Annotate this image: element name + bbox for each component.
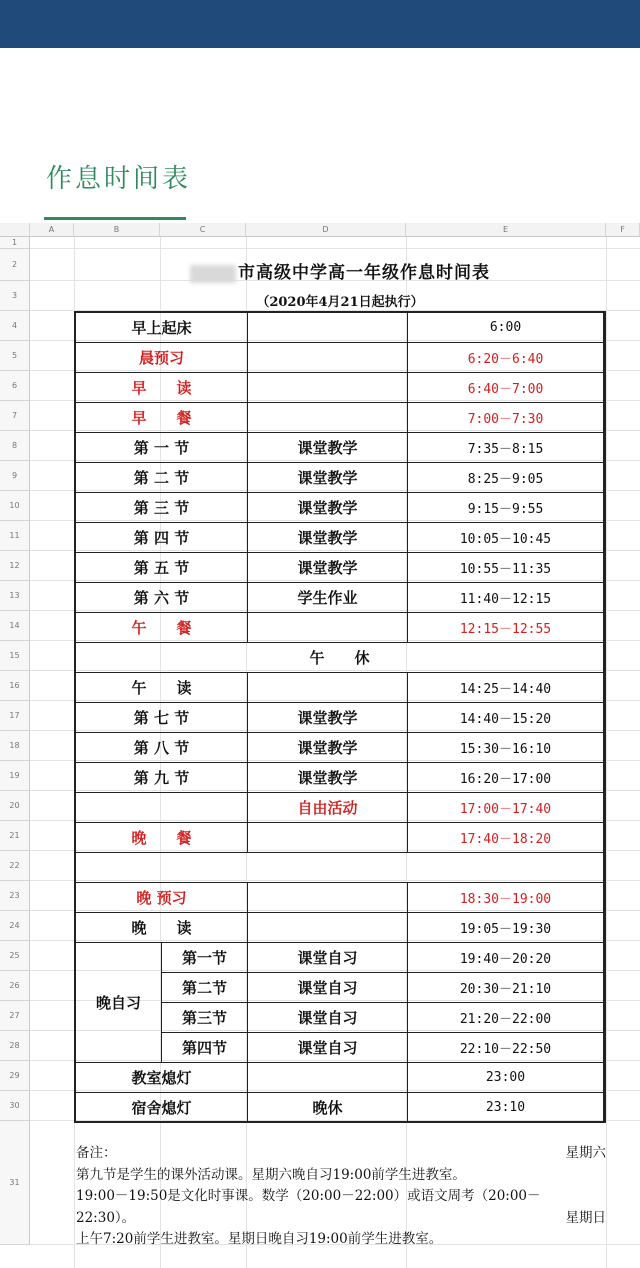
activity-cell[interactable]: 晚休: [248, 1093, 408, 1123]
period-name-cell[interactable]: 第 一 节: [76, 433, 248, 463]
activity-cell[interactable]: [248, 403, 408, 433]
row-header[interactable]: 2: [0, 249, 30, 281]
period-name-cell[interactable]: 午 餐: [76, 613, 248, 643]
activity-cell[interactable]: [248, 343, 408, 373]
activity-cell[interactable]: 学生作业: [248, 583, 408, 613]
time-cell[interactable]: 9:15－9:55: [408, 493, 604, 523]
row-header[interactable]: 10: [0, 491, 30, 521]
period-name-cell[interactable]: 晨预习: [76, 343, 248, 373]
activity-cell[interactable]: [248, 673, 408, 703]
period-name-cell[interactable]: 午 读: [76, 673, 248, 703]
notes-line: 22:30）。: [76, 1209, 136, 1226]
merged-row-cell[interactable]: 午 休: [76, 643, 604, 673]
period-name-cell[interactable]: 第 六 节: [76, 583, 248, 613]
sheet-subtitle: （2020年4月21日起执行）: [256, 295, 424, 310]
row-header[interactable]: 25: [0, 941, 30, 971]
period-name-cell[interactable]: 第 五 节: [76, 553, 248, 583]
time-cell[interactable]: 23:10: [408, 1093, 604, 1123]
evening-period-cell[interactable]: 第二节: [162, 973, 248, 1003]
activity-cell[interactable]: 课堂教学: [248, 733, 408, 763]
page-title: 作息时间表: [46, 164, 192, 194]
notes-block: [76, 1143, 606, 1251]
notes-line: 第九节是学生的课外活动课。星期六晚自习19:00前学生进教室。: [76, 1166, 466, 1183]
activity-cell[interactable]: 自由活动: [248, 793, 408, 823]
row-header[interactable]: 1: [0, 237, 30, 249]
period-name-cell[interactable]: 宿舍熄灯: [76, 1093, 248, 1123]
time-cell[interactable]: 6:40－7:00: [408, 373, 604, 403]
period-name-cell[interactable]: 晚 读: [76, 913, 248, 943]
activity-cell[interactable]: 课堂教学: [248, 703, 408, 733]
row-header[interactable]: 21: [0, 821, 30, 851]
row-header[interactable]: 7: [0, 401, 30, 431]
activity-cell[interactable]: [248, 613, 408, 643]
notes-line: 上午7:20前学生进教室。星期日晚自习19:00前学生进教室。: [76, 1231, 443, 1247]
row-header[interactable]: 14: [0, 611, 30, 641]
row-header[interactable]: 11: [0, 521, 30, 551]
period-name-cell[interactable]: 晚 预习: [76, 883, 248, 913]
time-cell[interactable]: 17:00－17:40: [408, 793, 604, 823]
row-header[interactable]: 18: [0, 731, 30, 761]
row-header[interactable]: 16: [0, 671, 30, 701]
period-name-cell[interactable]: 早上起床: [76, 313, 248, 343]
time-cell[interactable]: 19:40－20:20: [408, 943, 604, 973]
row-header[interactable]: 12: [0, 551, 30, 581]
row-header[interactable]: 27: [0, 1001, 30, 1031]
activity-cell[interactable]: 课堂教学: [248, 553, 408, 583]
time-cell[interactable]: 23:00: [408, 1063, 604, 1093]
gridline: [30, 248, 640, 249]
column-header[interactable]: A: [30, 223, 74, 237]
period-name-cell[interactable]: 教室熄灯: [76, 1063, 248, 1093]
row-header[interactable]: 26: [0, 971, 30, 1001]
time-cell[interactable]: 17:40－18:20: [408, 823, 604, 853]
time-cell[interactable]: 10:55－11:35: [408, 553, 604, 583]
period-name-cell[interactable]: 第 三 节: [76, 493, 248, 523]
column-header[interactable]: F: [606, 223, 640, 237]
column-header[interactable]: C: [160, 223, 246, 237]
time-cell[interactable]: 21:20－22:00: [408, 1003, 604, 1033]
evening-period-cell[interactable]: 第三节: [162, 1003, 248, 1033]
row-header[interactable]: 9: [0, 461, 30, 491]
row-header[interactable]: 22: [0, 851, 30, 881]
activity-cell[interactable]: 课堂教学: [248, 763, 408, 793]
row-header[interactable]: 20: [0, 791, 30, 821]
time-cell[interactable]: 22:10－22:50: [408, 1033, 604, 1063]
evening-period-cell[interactable]: 第四节: [162, 1033, 248, 1063]
merged-row-cell[interactable]: [76, 853, 604, 883]
activity-cell[interactable]: 课堂自习: [248, 973, 408, 1003]
notes-saturday: 星期六: [565, 1145, 606, 1161]
evening-study-group-cell[interactable]: 晚自习: [76, 943, 162, 1063]
time-cell[interactable]: 10:05－10:45: [408, 523, 604, 553]
time-cell[interactable]: 14:25－14:40: [408, 673, 604, 703]
activity-cell[interactable]: 课堂教学: [248, 433, 408, 463]
time-cell[interactable]: 18:30－19:00: [408, 883, 604, 913]
row-header[interactable]: 30: [0, 1091, 30, 1121]
schedule-table: [74, 311, 606, 1123]
row-header[interactable]: 24: [0, 911, 30, 941]
activity-cell[interactable]: [248, 883, 408, 913]
activity-cell[interactable]: 课堂自习: [248, 1003, 408, 1033]
period-name-cell[interactable]: 第 二 节: [76, 463, 248, 493]
time-cell[interactable]: 16:20－17:00: [408, 763, 604, 793]
column-header[interactable]: E: [406, 223, 606, 237]
time-cell[interactable]: 11:40－12:15: [408, 583, 604, 613]
row-header[interactable]: 29: [0, 1061, 30, 1091]
time-cell[interactable]: 19:05－19:30: [408, 913, 604, 943]
time-cell[interactable]: 14:40－15:20: [408, 703, 604, 733]
activity-cell[interactable]: 课堂自习: [248, 943, 408, 973]
sheet-title: [74, 258, 606, 283]
evening-period-cell[interactable]: 第一节: [162, 943, 248, 973]
row-header[interactable]: 23: [0, 881, 30, 911]
period-name-cell[interactable]: 早 餐: [76, 403, 248, 433]
activity-cell[interactable]: 课堂教学: [248, 523, 408, 553]
row-header[interactable]: 5: [0, 341, 30, 371]
gridline: [606, 237, 607, 1268]
activity-cell[interactable]: [248, 373, 408, 403]
activity-cell[interactable]: [248, 913, 408, 943]
time-cell[interactable]: 6:20－6:40: [408, 343, 604, 373]
period-name-cell[interactable]: 第 八 节: [76, 733, 248, 763]
row-header[interactable]: 28: [0, 1031, 30, 1061]
period-name-cell[interactable]: 第 四 节: [76, 523, 248, 553]
activity-cell[interactable]: [248, 1063, 408, 1093]
row-header[interactable]: 19: [0, 761, 30, 791]
spreadsheet: [0, 223, 640, 1268]
activity-cell[interactable]: 课堂教学: [248, 493, 408, 523]
title-underline: [44, 217, 186, 220]
period-name-cell[interactable]: 第 七 节: [76, 703, 248, 733]
column-header[interactable]: B: [74, 223, 160, 237]
time-cell[interactable]: 7:35－8:15: [408, 433, 604, 463]
period-name-cell[interactable]: 第 九 节: [76, 763, 248, 793]
row-header[interactable]: 4: [0, 311, 30, 341]
time-cell[interactable]: 6:00: [408, 313, 604, 343]
row-header[interactable]: 13: [0, 581, 30, 611]
activity-cell[interactable]: [248, 823, 408, 853]
row-header[interactable]: 3: [0, 281, 30, 311]
top-bar: [0, 0, 640, 48]
row-header[interactable]: 31: [0, 1121, 30, 1245]
row-header[interactable]: 17: [0, 701, 30, 731]
sheet-title-text: 市高级中学高一年级作息时间表: [238, 263, 490, 283]
time-cell[interactable]: 15:30－16:10: [408, 733, 604, 763]
notes-label: 备注：: [76, 1145, 117, 1161]
time-cell[interactable]: 7:00－7:30: [408, 403, 604, 433]
time-cell[interactable]: 8:25－9:05: [408, 463, 604, 493]
activity-cell[interactable]: 课堂教学: [248, 463, 408, 493]
notes-sunday: 星期日: [565, 1209, 606, 1226]
column-header[interactable]: D: [246, 223, 406, 237]
select-all-corner[interactable]: [0, 223, 30, 237]
notes-line: 19:00－19:50是文化时事课。数学（20:00－22:00）或语文周考（20:00－: [76, 1188, 541, 1204]
redacted-name: [190, 265, 236, 283]
activity-cell[interactable]: [248, 313, 408, 343]
period-name-cell[interactable]: [76, 793, 248, 823]
row-header[interactable]: 6: [0, 371, 30, 401]
row-header[interactable]: 8: [0, 431, 30, 461]
period-name-cell[interactable]: 早 读: [76, 373, 248, 403]
row-header[interactable]: 15: [0, 641, 30, 671]
time-cell[interactable]: 12:15－12:55: [408, 613, 604, 643]
period-name-cell[interactable]: 晚 餐: [76, 823, 248, 853]
time-cell[interactable]: 20:30－21:10: [408, 973, 604, 1003]
activity-cell[interactable]: 课堂自习: [248, 1033, 408, 1063]
